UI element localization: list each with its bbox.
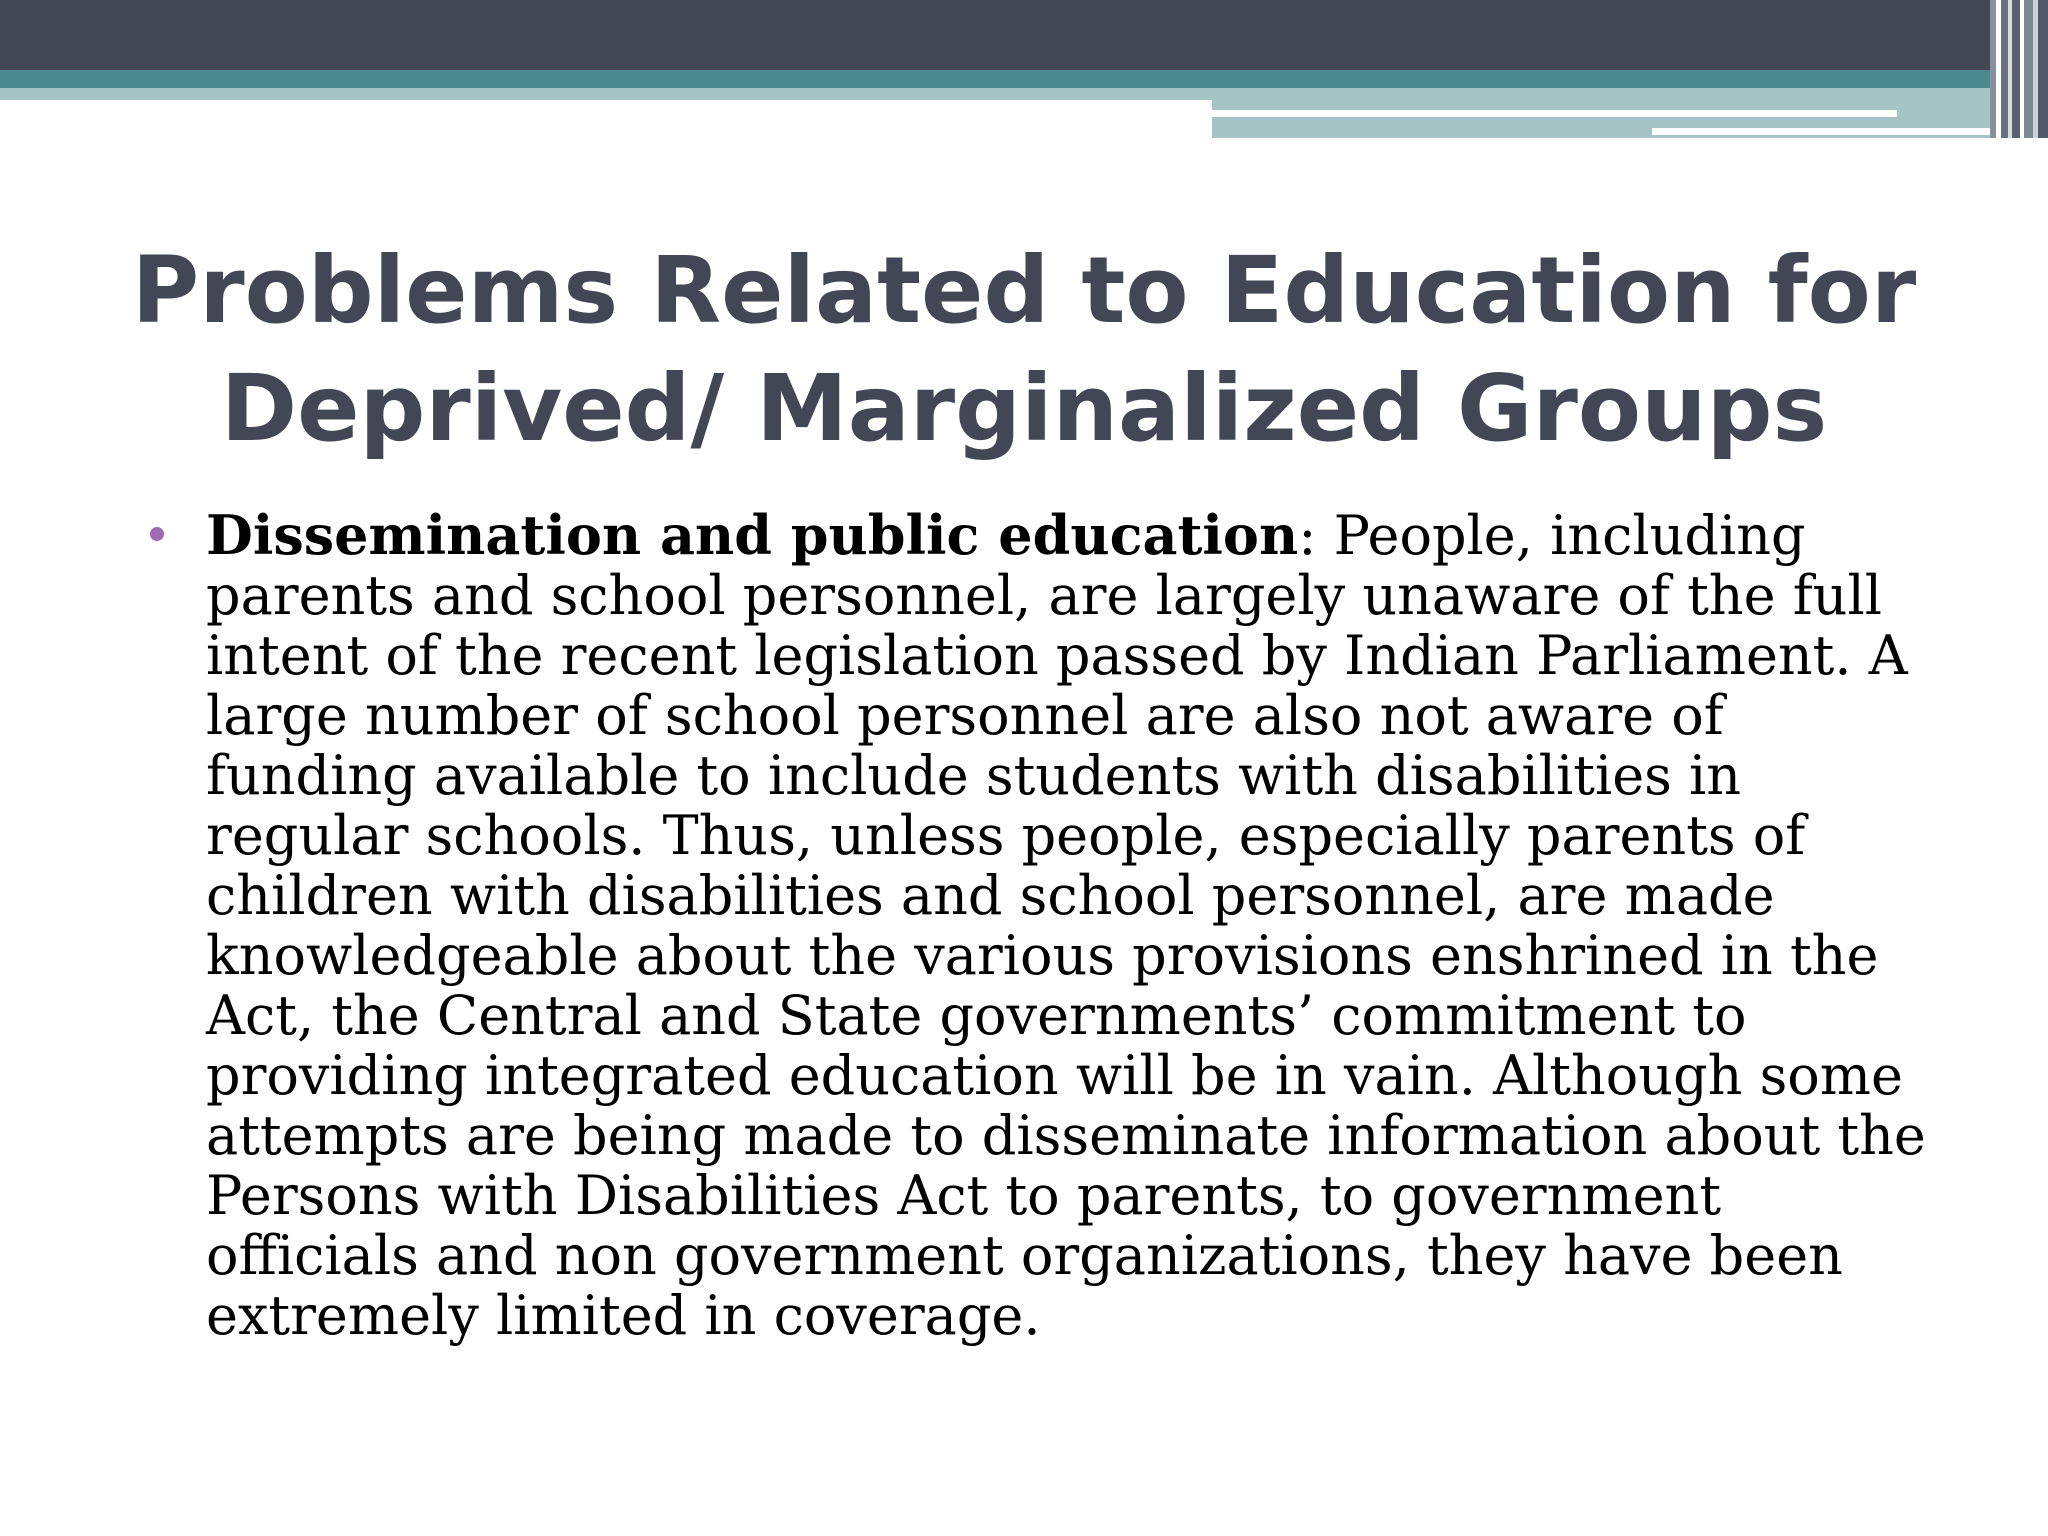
header-accent-line — [1212, 110, 1897, 117]
slide-title-line-1: Problems Related to Education for — [131, 237, 1917, 344]
bullet-paragraph — [206, 505, 1940, 1346]
slide-body — [150, 505, 1940, 1346]
edge-stripes-decoration — [1990, 0, 2048, 138]
slide-title — [120, 232, 1928, 468]
bullet-heading: Dissemination and public education — [206, 503, 1299, 567]
header-accent-line — [1652, 128, 2048, 135]
header-band-dark — [0, 0, 2048, 70]
bullet-dot-icon — [150, 527, 164, 541]
bullet-separator: : — [1298, 504, 1334, 567]
header-band-light — [0, 88, 1212, 100]
slide-title-line-2: Deprived/ Marginalized Groups — [220, 355, 1828, 462]
bullet-body-text: People, including parents and school personnel, are largely unaware of the full intent of the recent legislation passed by Indian Parliament. A large number of school personnel are also not aware of funding available to include students with disabilities in regular schools. Thus, unless people, especially parents of children with disabilities and school personnel, are made knowledgeable about the various provisions enshrined in the Act, the Central and State governments’ commitment to providing integrated education will be in vain. Although some attempts are being made to disseminate information about the Persons with Disabilities Act to parents, to government officials and non government organizations, they have been extremely limited in coverage. — [206, 504, 1926, 1347]
header-band-teal — [0, 70, 2048, 88]
bullet-item — [150, 505, 1940, 1346]
